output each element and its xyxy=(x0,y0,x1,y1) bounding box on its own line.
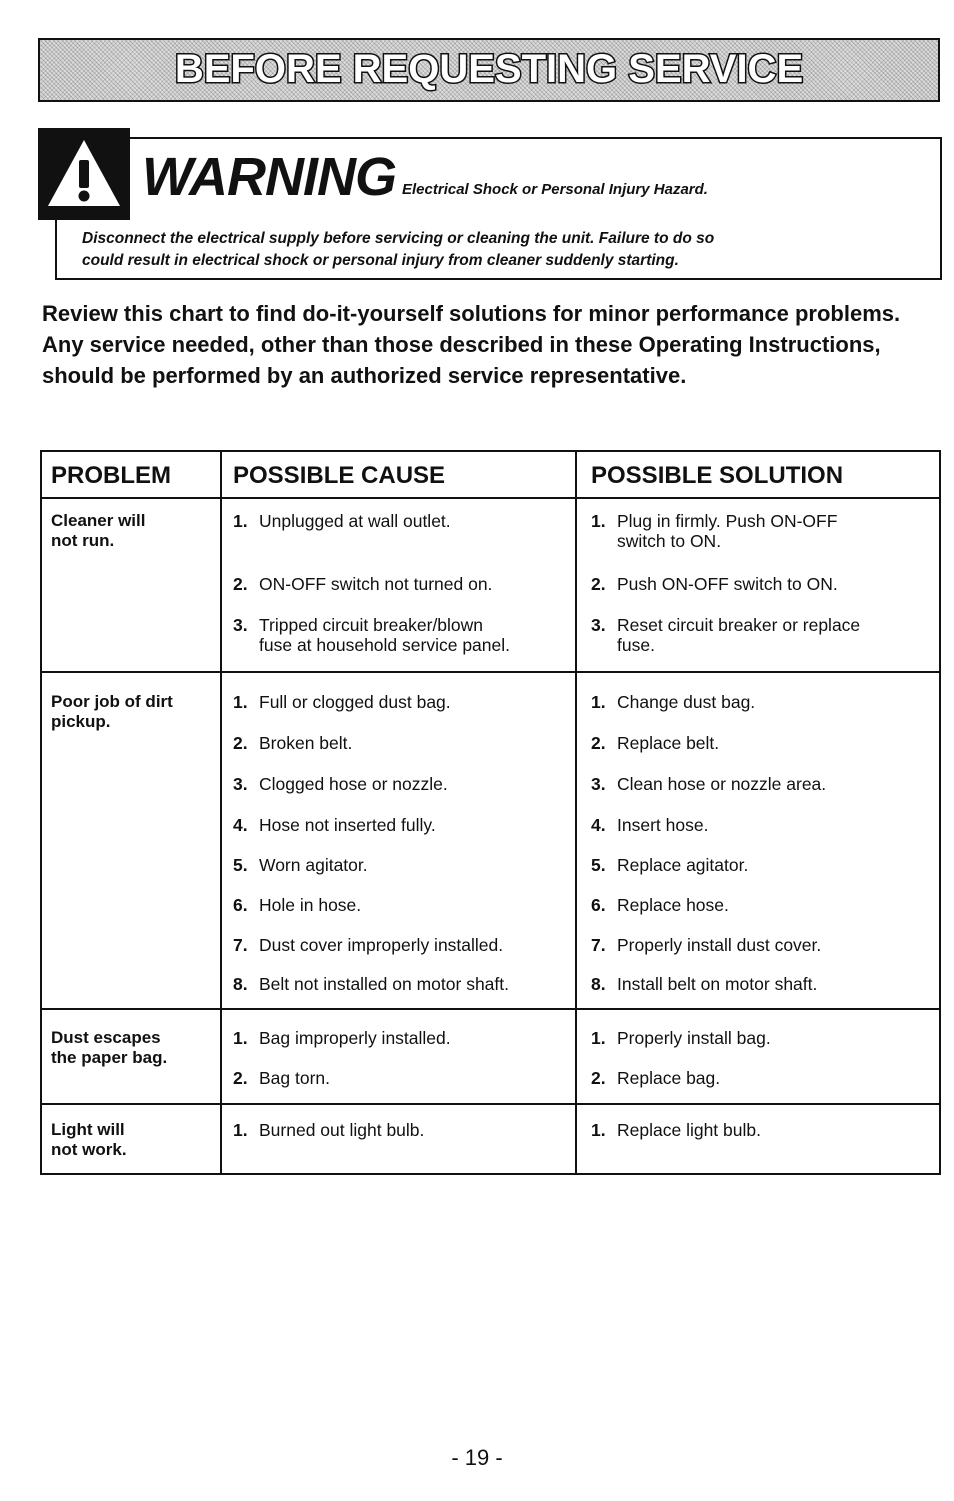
solution-text xyxy=(617,1028,771,1048)
solution-number: 3. xyxy=(591,615,606,635)
cause-number: 1. xyxy=(233,1120,248,1140)
cause-number: 1. xyxy=(233,692,248,712)
solution-text-line: Replace hose. xyxy=(617,895,729,915)
cause-text xyxy=(259,935,503,955)
title-banner xyxy=(38,38,940,102)
cause-text xyxy=(259,1068,330,1088)
solution-number: 7. xyxy=(591,935,606,955)
solution-number: 2. xyxy=(591,1068,606,1088)
solution-item xyxy=(591,574,838,594)
solution-item xyxy=(591,935,821,955)
cause-text-line: Bag torn. xyxy=(259,1068,331,1088)
solution-text-line: Insert hose. xyxy=(617,815,709,835)
problem-text: Dust escapes xyxy=(51,1028,161,1047)
solution-text-line: Reset circuit breaker or replace xyxy=(617,615,861,635)
cause-item xyxy=(233,511,451,531)
cause-text-line: Hose not inserted fully. xyxy=(259,815,436,835)
solution-text-line: Clean hose or nozzle area. xyxy=(617,774,827,794)
solution-item xyxy=(591,895,729,915)
problem-cell xyxy=(51,1120,127,1160)
solution-text xyxy=(617,511,837,551)
cause-number: 1. xyxy=(233,1028,248,1048)
solution-number: 3. xyxy=(591,774,606,794)
solution-text xyxy=(617,974,817,994)
solution-number: 1. xyxy=(591,1120,606,1140)
problem-text: Light will xyxy=(51,1120,125,1139)
cause-number: 8. xyxy=(233,974,248,994)
solution-text xyxy=(617,774,826,794)
row-divider xyxy=(42,671,939,673)
cause-number: 5. xyxy=(233,855,248,875)
solution-text-line: switch to ON. xyxy=(617,531,722,551)
cause-text-line: Worn agitator. xyxy=(259,855,368,875)
header-divider xyxy=(42,497,939,499)
solution-text-line: Change dust bag. xyxy=(617,692,756,712)
cause-text xyxy=(259,733,352,753)
problem-text: Cleaner will xyxy=(51,511,146,530)
cause-text-line: Full or clogged dust bag. xyxy=(259,692,451,712)
cause-item xyxy=(233,733,352,753)
problem-text: not run. xyxy=(51,531,115,550)
warning-text-line-2: could result in electrical shock or personal injury from cleaner suddenly starting. xyxy=(82,252,679,269)
cause-number: 3. xyxy=(233,615,248,635)
problem-text: not work. xyxy=(51,1140,127,1159)
solution-text xyxy=(617,895,729,915)
solution-number: 1. xyxy=(591,692,606,712)
cause-text-line: fuse at household service panel. xyxy=(259,635,510,655)
cause-item xyxy=(233,774,448,794)
solution-number: 1. xyxy=(591,511,606,531)
header-problem: PROBLEM xyxy=(51,462,171,489)
header-possible-cause: POSSIBLE CAUSE xyxy=(233,462,446,489)
column-divider xyxy=(220,452,222,1173)
cause-text xyxy=(259,692,451,712)
cause-text xyxy=(259,974,509,994)
problem-cell xyxy=(51,692,173,732)
cause-item xyxy=(233,855,368,875)
cause-text-line: Tripped circuit breaker/blown xyxy=(259,615,484,635)
row-divider xyxy=(42,1008,939,1010)
cause-text-line: Broken belt. xyxy=(259,733,353,753)
cause-text-line: Hole in hose. xyxy=(259,895,362,915)
page-title: BEFORE REQUESTING SERVICE xyxy=(174,46,804,91)
cause-number: 2. xyxy=(233,1068,248,1088)
intro-paragraph: Review this chart to find do-it-yourself solutions for minor performance problems. Any service needed, other than those described in these Operating Instructions, should be performed by an authorized service representative. xyxy=(42,301,901,388)
solution-text-line: Plug in firmly. Push ON-OFF xyxy=(617,511,838,531)
cause-text-line: Belt not installed on motor shaft. xyxy=(259,974,509,994)
solution-item xyxy=(591,733,719,753)
cause-number: 7. xyxy=(233,935,248,955)
cause-text xyxy=(259,855,368,875)
cause-text-line: Burned out light bulb. xyxy=(259,1120,425,1140)
solution-item xyxy=(591,1028,771,1048)
solution-number: 2. xyxy=(591,574,606,594)
solution-text-line: Replace belt. xyxy=(617,733,720,753)
cause-number: 2. xyxy=(233,733,248,753)
cause-item xyxy=(233,935,503,955)
solution-item xyxy=(591,511,837,551)
solution-text xyxy=(617,855,748,875)
warning-text xyxy=(82,228,932,272)
solution-text xyxy=(617,615,860,655)
header-possible-solution: POSSIBLE SOLUTION xyxy=(591,462,844,489)
warning-triangle-icon xyxy=(44,136,124,212)
cause-item xyxy=(233,574,492,594)
warning-subtitle: Electrical Shock or Personal Injury Hazard. xyxy=(402,181,708,198)
solution-text-line: Replace agitator. xyxy=(617,855,749,875)
solution-text xyxy=(617,1068,720,1088)
troubleshooting-table xyxy=(40,450,941,1175)
problem-text: the paper bag. xyxy=(51,1048,168,1067)
cause-text xyxy=(259,895,361,915)
warning-icon-block xyxy=(38,128,130,220)
cause-item xyxy=(233,615,510,655)
cause-text-line: ON-OFF switch not turned on. xyxy=(259,574,493,594)
solution-text-line: fuse. xyxy=(617,635,655,655)
solution-text xyxy=(617,1120,761,1140)
cause-item xyxy=(233,974,509,994)
solution-item xyxy=(591,1120,761,1140)
cause-item xyxy=(233,1068,330,1088)
cause-text xyxy=(259,774,448,794)
cause-text xyxy=(259,615,510,655)
solution-text-line: Replace light bulb. xyxy=(617,1120,761,1140)
column-divider xyxy=(575,452,577,1173)
cause-number: 3. xyxy=(233,774,248,794)
cause-number: 2. xyxy=(233,574,248,594)
cause-text xyxy=(259,511,451,531)
solution-item xyxy=(591,615,860,655)
problem-text: Poor job of dirt xyxy=(51,692,173,711)
solution-item xyxy=(591,1068,720,1088)
solution-item xyxy=(591,692,755,712)
solution-text xyxy=(617,574,838,594)
solution-text xyxy=(617,815,708,835)
cause-text xyxy=(259,815,436,835)
solution-number: 5. xyxy=(591,855,606,875)
solution-text-line: Push ON-OFF switch to ON. xyxy=(617,574,838,594)
cause-text-line: Bag improperly installed. xyxy=(259,1028,451,1048)
solution-text xyxy=(617,935,821,955)
page-number: - 19 - xyxy=(451,1445,503,1470)
cause-text xyxy=(259,1028,451,1048)
cause-text-line: Clogged hose or nozzle. xyxy=(259,774,448,794)
solution-number: 8. xyxy=(591,974,606,994)
solution-number: 6. xyxy=(591,895,606,915)
solution-number: 4. xyxy=(591,815,606,835)
warning-text-line-1: Disconnect the electrical supply before servicing or cleaning the unit. Failure to do so xyxy=(82,230,715,247)
cause-text-line: Unplugged at wall outlet. xyxy=(259,511,451,531)
cause-item xyxy=(233,895,361,915)
solution-text-line: Install belt on motor shaft. xyxy=(617,974,818,994)
warning-heading: WARNING xyxy=(142,147,396,207)
cause-item xyxy=(233,1028,451,1048)
cause-number: 6. xyxy=(233,895,248,915)
cause-item xyxy=(233,815,436,835)
solution-item xyxy=(591,815,708,835)
solution-item xyxy=(591,774,826,794)
cause-number: 4. xyxy=(233,815,248,835)
solution-number: 1. xyxy=(591,1028,606,1048)
solution-item xyxy=(591,855,748,875)
solution-text xyxy=(617,733,719,753)
solution-text-line: Properly install dust cover. xyxy=(617,935,822,955)
cause-text xyxy=(259,1120,424,1140)
cause-item xyxy=(233,1120,424,1140)
solution-item xyxy=(591,974,817,994)
row-divider xyxy=(42,1103,939,1105)
solution-number: 2. xyxy=(591,733,606,753)
problem-cell xyxy=(51,511,145,551)
solution-text-line: Replace bag. xyxy=(617,1068,721,1088)
cause-item xyxy=(233,692,451,712)
cause-text xyxy=(259,574,492,594)
cause-number: 1. xyxy=(233,511,248,531)
solution-text-line: Properly install bag. xyxy=(617,1028,771,1048)
problem-cell xyxy=(51,1028,167,1068)
solution-text xyxy=(617,692,755,712)
cause-text-line: Dust cover improperly installed. xyxy=(259,935,504,955)
problem-text: pickup. xyxy=(51,712,111,731)
